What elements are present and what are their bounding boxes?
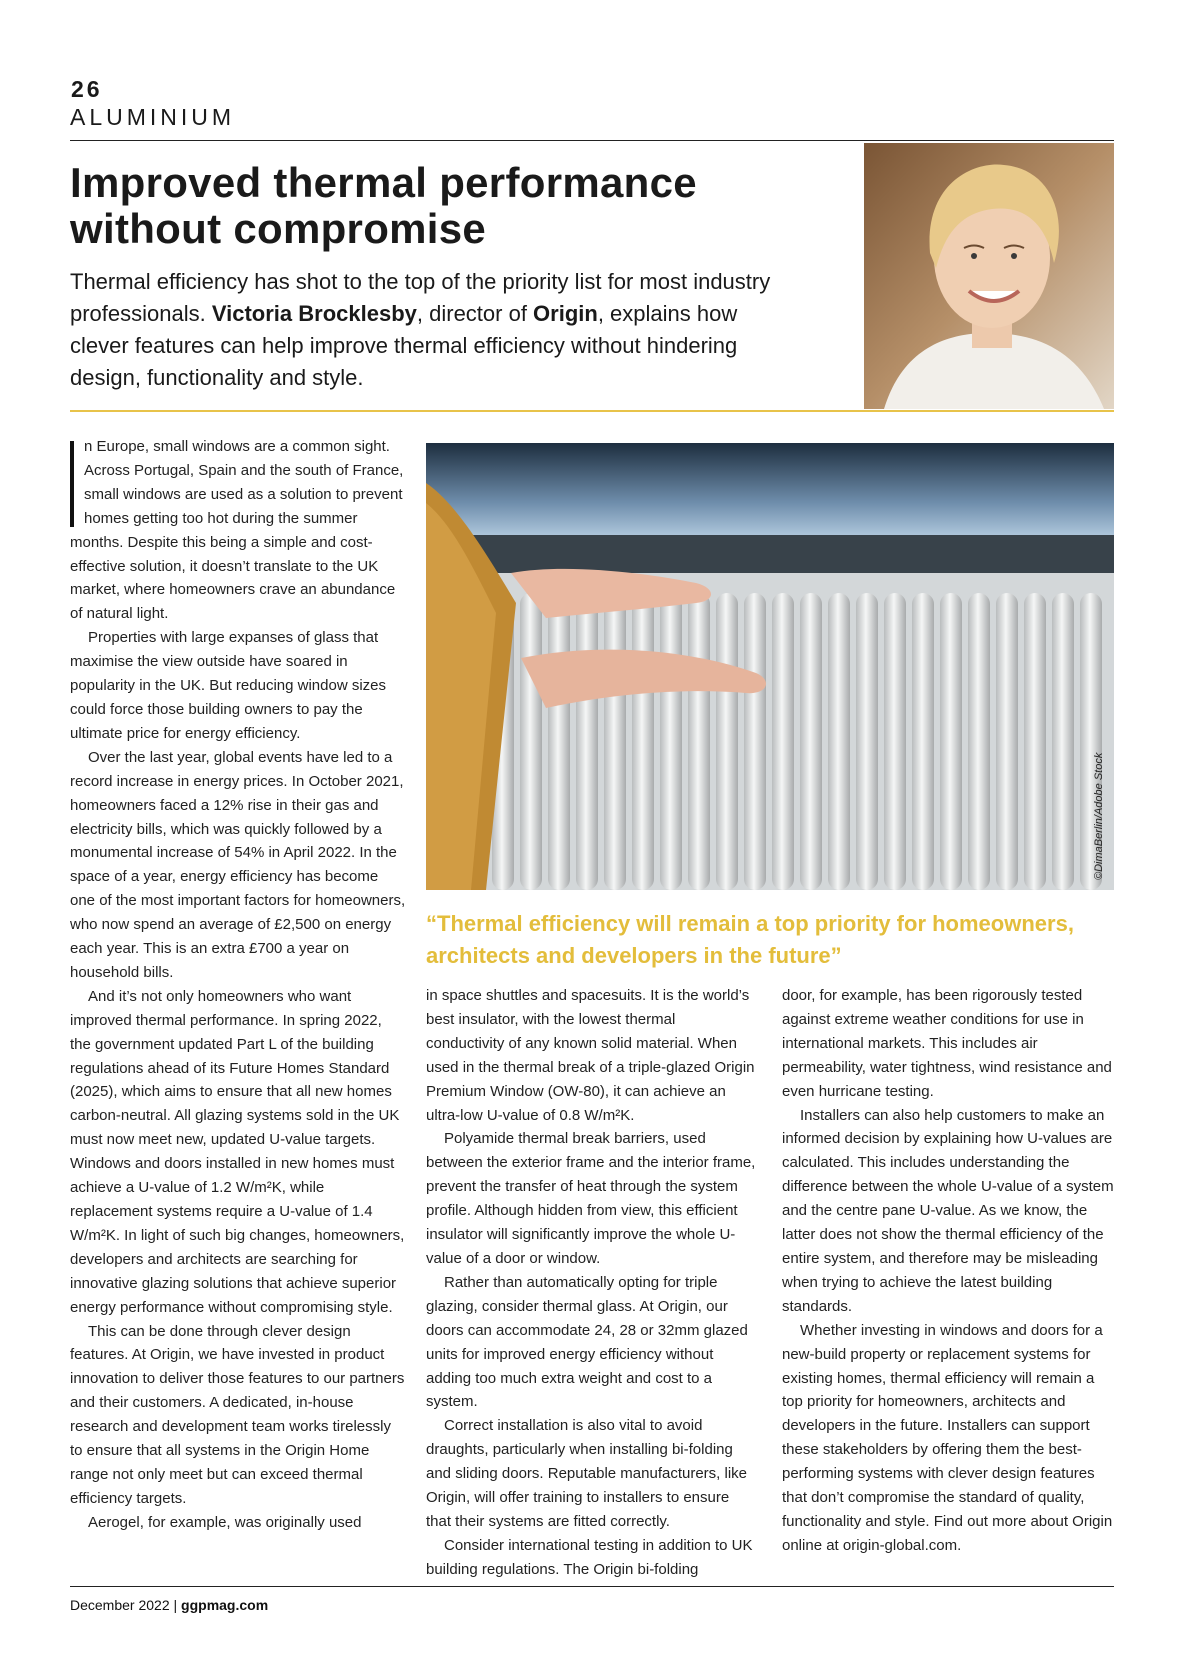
body-paragraph: Polyamide thermal break barriers, used between the exterior frame and the interior frame, prevent the transfer of heat through the system profile. Although hidden from view, this efficient insulator will significantly improve the whole U-value of a door or window. bbox=[426, 1130, 756, 1267]
page-footer bbox=[70, 1596, 268, 1614]
body-paragraph: Properties with large expanses of glass that maximise the view outside have soared in popularity in the UK. But reducing window sizes could force those building owners to pay the ultimate price for energy efficiency. bbox=[70, 629, 386, 742]
website-link[interactable]: ggpmag.com bbox=[181, 1597, 269, 1613]
article-headline: Improved thermal performance without compromise bbox=[70, 159, 697, 252]
body-paragraph: in space shuttles and spacesuits. It is the world’s best insulator, with the lowest thermal conductivity of any known solid material. When used in the thermal break of a triple-glazed Origin Premium Window (OW-80), it can achieve an ultra-low U-value of 0.8 W/m²K. bbox=[426, 987, 755, 1124]
standfirst-part-2: , director of bbox=[416, 301, 534, 326]
body-paragraph: Over the last year, global events have led to a record increase in energy prices. In October 2021, homeowners faced a 12% rise in their gas and electricity bills, which was quickly followed by a monumental increase of 54% in April 2022. In the space of a year, energy efficiency has become one of the most important factors for homeowners, who now spend an average of £2,500 on energy each year. This is an extra £700 a year on household bills. bbox=[70, 748, 406, 981]
top-rule bbox=[70, 140, 1114, 141]
author-name: Victoria Brocklesby bbox=[211, 301, 417, 326]
standfirst-part-3: , explains how clever features can help improve thermal efficiency without hindering design, functionality and style. bbox=[70, 301, 738, 390]
radiator-illustration bbox=[426, 443, 1114, 890]
body-column-3 bbox=[782, 984, 1114, 1558]
body-paragraph: Installers can also help customers to make an informed decision by explaining how U-values are calculated. This includes understanding the difference between the whole U-value of a system and the centre pane U-value. As we know, the latter does not show the thermal efficiency of the entire system, and therefore may be misleading when trying to achieve the latest building standards. bbox=[782, 1106, 1114, 1315]
body-paragraph: Aerogel, for example, was originally used bbox=[88, 1513, 362, 1531]
company-name: Origin bbox=[533, 301, 598, 326]
footer-separator: | bbox=[169, 1597, 182, 1613]
body-paragraph: Whether investing in windows and doors for a new-build property or replacement systems for existing homes, thermal efficiency will remain a top priority for homeowners, architects and developers in the future. Installers can support these stakeholders by offering them the best-performing systems with clever design features that don’t compromise the standard of quality, functionality and style. Find out more about Origin online at origin-global.com. bbox=[782, 1321, 1113, 1554]
pull-quote: “Thermal efficiency will remain a top priority for homeowners, architects and developers in the future” bbox=[426, 911, 1074, 968]
issue-date: December 2022 bbox=[70, 1597, 170, 1613]
standfirst-part-1: Thermal efficiency has shot to the top of the priority list for most industry professionals. bbox=[70, 269, 771, 326]
body-paragraph: door, for example, has been rigorously tested against extreme weather conditions for use in international markets. This includes air permeability, water tightness, wind resistance and even hurricane testing. bbox=[782, 987, 1112, 1100]
standfirst bbox=[70, 266, 790, 394]
page-number: 26 bbox=[71, 76, 103, 102]
portrait-illustration bbox=[864, 143, 1114, 409]
body-column-2 bbox=[426, 984, 756, 1582]
body-paragraph: Consider international testing in addition to UK building regulations. The Origin bi-folding bbox=[426, 1536, 753, 1578]
body-paragraph: Correct installation is also vital to avoid draughts, particularly when installing bi-folding and sliding doors. Reputable manufacturers, like Origin, will offer training to installers to ensure that their systems are fitted correctly. bbox=[426, 1417, 748, 1530]
section-name: ALUMINIUM bbox=[70, 104, 236, 130]
photo-credit: ©DimaBerlin/Adobe Stock bbox=[1093, 752, 1105, 880]
body-column-1 bbox=[70, 435, 406, 1535]
bottom-rule bbox=[70, 1586, 1114, 1587]
radiator-photo bbox=[426, 443, 1114, 890]
body-paragraph bbox=[70, 435, 406, 626]
body-paragraph: Rather than automatically opting for triple glazing, consider thermal glass. At Origin, our doors can accommodate 24, 28 or 32mm glazed units for improved energy efficiency without adding too much extra weight and cost to a system. bbox=[426, 1273, 748, 1411]
author-portrait bbox=[864, 143, 1114, 409]
drop-cap-i bbox=[70, 441, 74, 527]
paragraph-text: n Europe, small windows are a common sight. Across Portugal, Spain and the south of France, small windows are used as a solution to prevent homes getting too hot during the summer months. Despite this being a simple and cost-effective solution, it doesn’t translate to the UK market, where homeowners crave an abundance of natural light. bbox=[70, 438, 404, 623]
body-paragraph: And it’s not only homeowners who want improved thermal performance. In spring 2022, the government updated Part L of the building regulations ahead of its Future Homes Standard (2025), which aims to ensure that all new homes carbon-neutral. All glazing systems sold in the UK must now meet new, updated U-value targets. Windows and doors installed in new homes must achieve a U-value of 1.2 W/m²K, while replacement systems require a U-value of 1.4 W/m²K. In light of such big changes, homeowners, developers and architects are searching for innovative glazing solutions that achieve superior energy performance without compromising style. bbox=[70, 987, 405, 1316]
body-paragraph: This can be done through clever design features. At Origin, we have invested in product innovation to deliver those features to our partners and their customers. A dedicated, in-house research and development team works tirelessly to ensure that all systems in the Origin Home range not only meet but can exceed thermal efficiency targets. bbox=[70, 1322, 405, 1507]
gold-divider bbox=[70, 410, 1114, 412]
